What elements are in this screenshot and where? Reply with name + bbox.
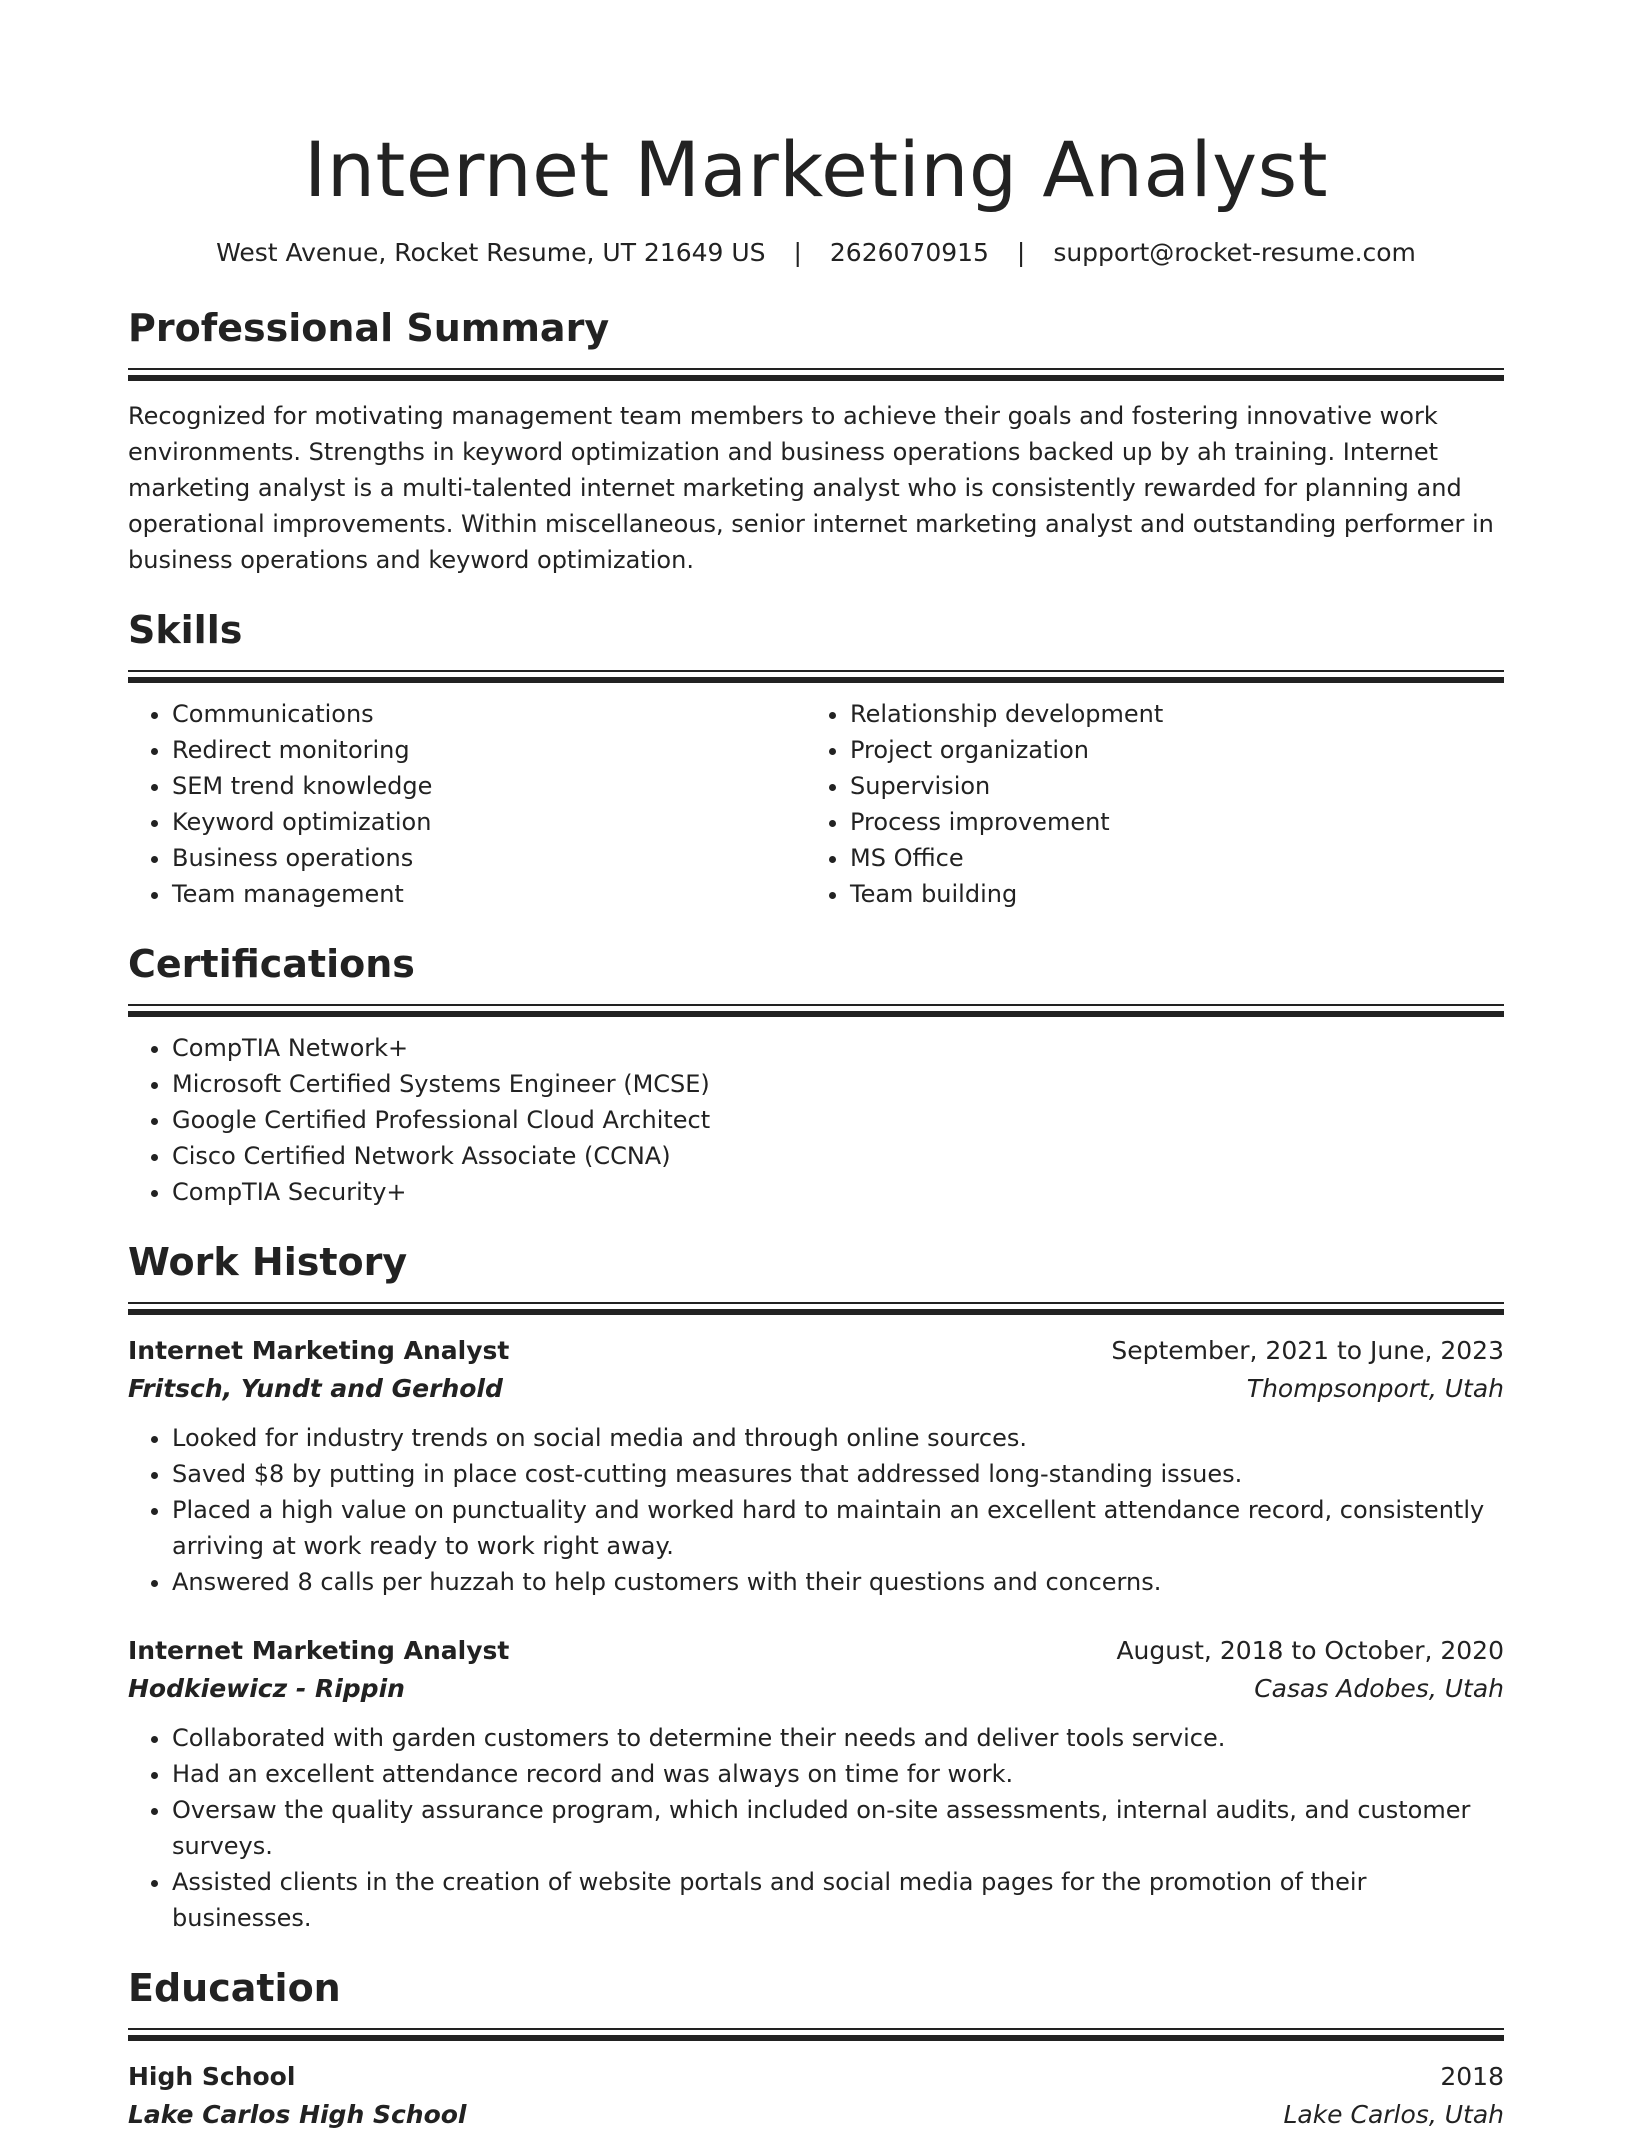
skill-item: • Team management [172, 876, 806, 912]
education-location: Lake Carlos, Utah [1283, 2100, 1504, 2129]
certification-item: • Cisco Certified Network Associate (CCNA) [172, 1138, 1504, 1174]
section-divider [128, 670, 1504, 682]
section-heading: Work History [128, 1240, 408, 1284]
education-header-row [128, 2058, 1504, 2096]
job-dates: September, 2021 to June, 2023 [1111, 1336, 1504, 1365]
skill-item: • Keyword optimization [172, 804, 806, 840]
skill-item: • Supervision [850, 768, 1484, 804]
section-heading: Education [128, 1966, 341, 2010]
job-subheader-row [128, 1370, 1504, 1408]
job-company: Fritsch, Yundt and Gerhold [128, 1374, 503, 1403]
job-subheader-row [128, 1670, 1504, 1708]
job-bullet: • Saved $8 by putting in place cost-cutting measures that addressed long-standing issues. [172, 1456, 1504, 1492]
contact-separator: | [793, 238, 802, 267]
skill-item: • SEM trend knowledge [172, 768, 806, 804]
certification-item: • CompTIA Network+ [172, 1030, 1504, 1066]
education-section [128, 1964, 1504, 2134]
job-bullet: • Had an excellent attendance record and was always on time for work. [172, 1756, 1504, 1792]
job-bullet: • Assisted clients in the creation of website portals and social media pages for the promotion of their businesses. [172, 1864, 1504, 1936]
job-company: Hodkiewicz - Rippin [128, 1674, 405, 1703]
work-history-section [128, 1238, 1504, 1936]
section-divider [128, 368, 1504, 380]
certification-item: • Microsoft Certified Systems Engineer (MCSE) [172, 1066, 1504, 1102]
job-title: Internet Marketing Analyst [128, 1336, 510, 1365]
resume-title: Internet Marketing Analyst [303, 125, 1329, 214]
skills-section [128, 606, 1504, 912]
section-divider [128, 1302, 1504, 1314]
education-school: Lake Carlos High School [128, 2100, 467, 2129]
skills-column-right [806, 696, 1484, 912]
job-entry [128, 1632, 1504, 1936]
certifications-section [128, 940, 1504, 1210]
contact-address: West Avenue, Rocket Resume, UT 21649 US [216, 238, 766, 267]
skill-item: • Business operations [172, 840, 806, 876]
certification-item: • Google Certified Professional Cloud Architect [172, 1102, 1504, 1138]
skill-item: • Relationship development [850, 696, 1484, 732]
summary-paragraph: Recognized for motivating management team members to achieve their goals and fostering innovative work environments. Strengths in keyword optimization and business operations backed up by ah training. Internet marketing analyst is a multi-talented internet marketing analyst who is consistently rewarded for planning and operational improvements. Within miscellaneous, senior internet marketing analyst and outstanding performer in business operations and keyword optimization. [128, 402, 1494, 574]
skills-column-left [128, 696, 806, 912]
section-heading: Skills [128, 608, 243, 652]
job-location: Casas Adobes, Utah [1254, 1674, 1504, 1703]
job-location: Thompsonport, Utah [1246, 1374, 1504, 1403]
section-heading: Certifications [128, 942, 415, 986]
job-header-row [128, 1332, 1504, 1370]
job-bullet: • Collaborated with garden customers to determine their needs and deliver tools service. [172, 1720, 1504, 1756]
job-bullets [128, 1720, 1504, 1936]
certifications-list [128, 1030, 1504, 1210]
contact-separator: | [1016, 238, 1026, 267]
job-header-row [128, 1632, 1504, 1670]
skill-item: • MS Office [850, 840, 1484, 876]
job-bullets [128, 1420, 1504, 1600]
skill-item: • Team building [850, 876, 1484, 912]
skills-grid [128, 696, 1504, 912]
summary-section [128, 304, 1504, 578]
contact-email[interactable]: support@rocket-resume.com [1053, 238, 1416, 267]
summary-text-block [128, 398, 1504, 578]
section-heading: Professional Summary [128, 306, 610, 350]
job-entry [128, 1332, 1504, 1600]
job-bullet: • Looked for industry trends on social media and through online sources. [172, 1420, 1504, 1456]
skill-item: • Process improvement [850, 804, 1484, 840]
contact-line [128, 236, 1504, 270]
skill-item: • Communications [172, 696, 806, 732]
contact-phone: 2626070915 [829, 238, 989, 267]
education-entry [128, 2058, 1504, 2134]
education-year: 2018 [1440, 2062, 1504, 2091]
education-subheader-row [128, 2096, 1504, 2134]
section-divider [128, 1004, 1504, 1016]
job-bullet: • Answered 8 calls per huzzah to help customers with their questions and concerns. [172, 1564, 1504, 1600]
job-bullet: • Oversaw the quality assurance program, which included on-site assessments, internal audits, and customer surveys. [172, 1792, 1504, 1864]
skill-item: • Redirect monitoring [172, 732, 806, 768]
resume-page [128, 0, 1504, 2134]
job-dates: August, 2018 to October, 2020 [1116, 1636, 1504, 1665]
job-title: Internet Marketing Analyst [128, 1636, 510, 1665]
skill-item: • Project organization [850, 732, 1484, 768]
section-divider [128, 2028, 1504, 2040]
education-degree: High School [128, 2062, 296, 2091]
job-bullet: • Placed a high value on punctuality and worked hard to maintain an excellent attendance record, consistently arriving at work ready to work right away. [172, 1492, 1504, 1564]
certification-item: • CompTIA Security+ [172, 1174, 1504, 1210]
